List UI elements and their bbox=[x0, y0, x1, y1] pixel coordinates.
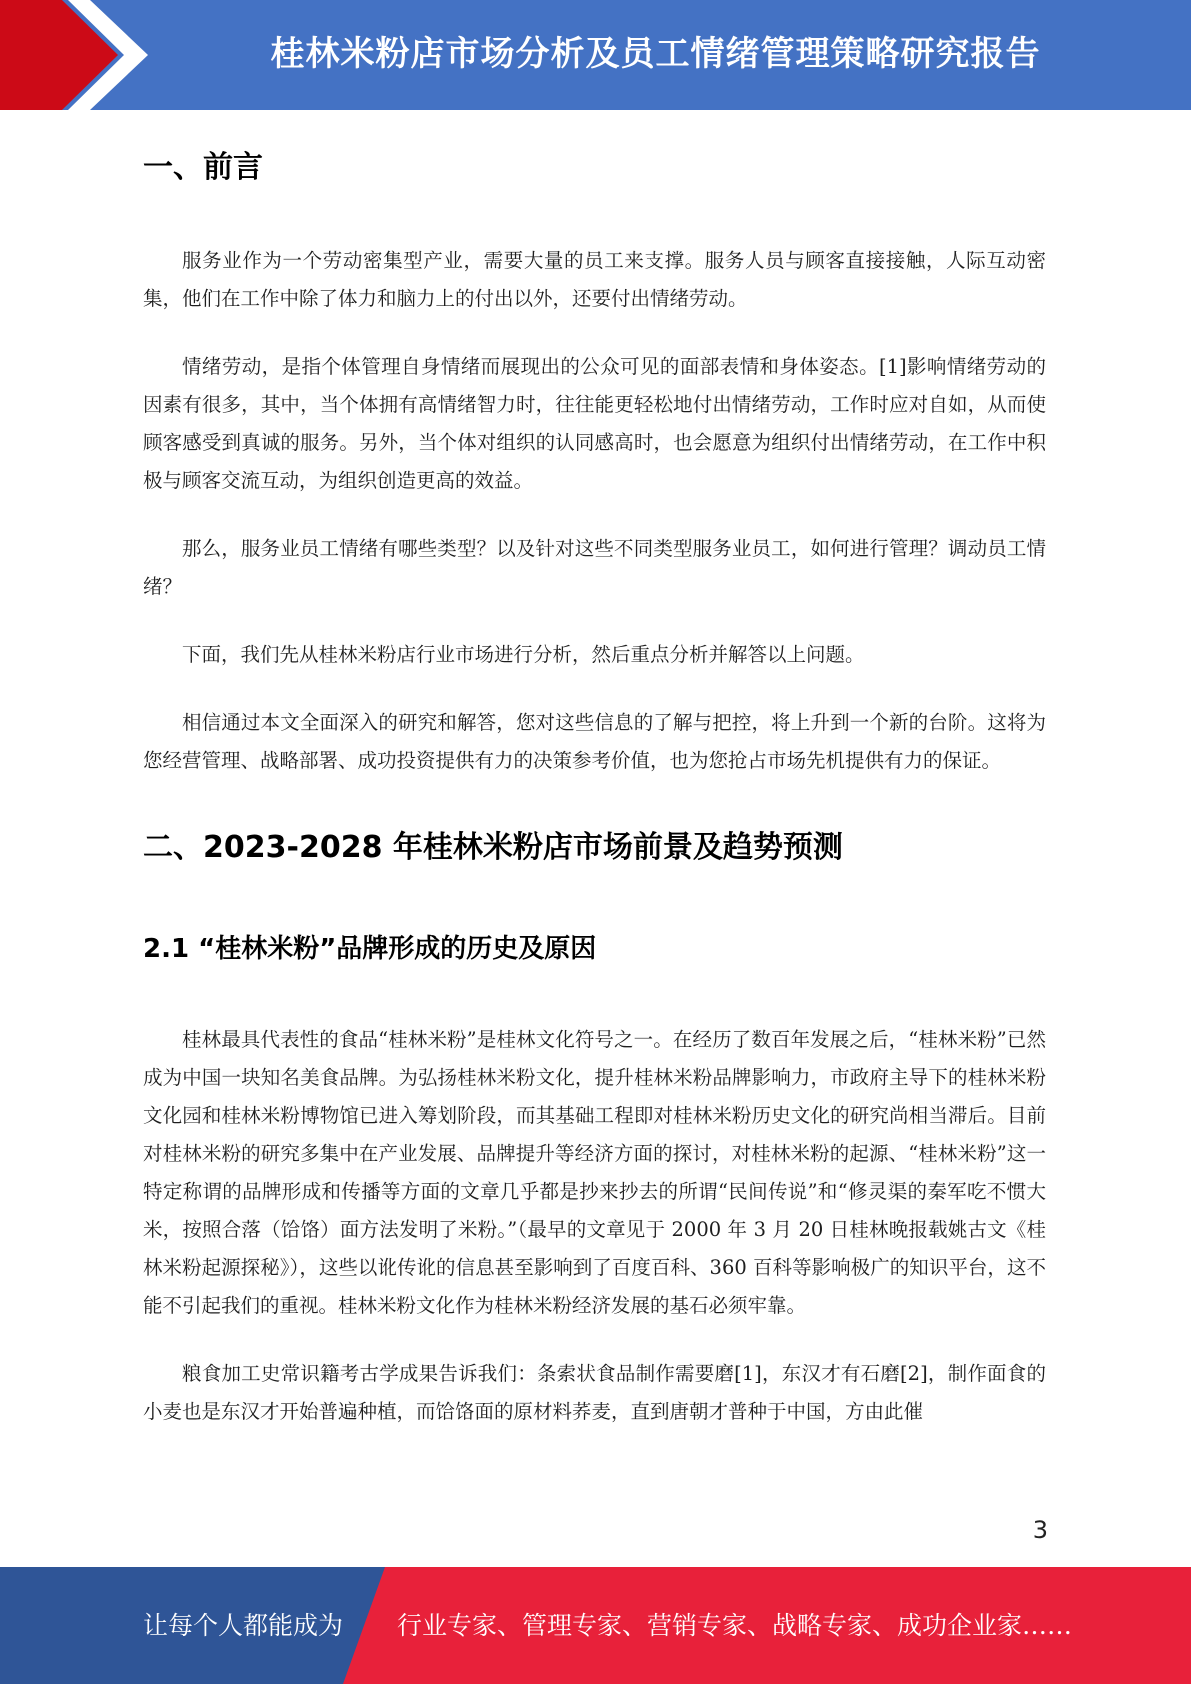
paragraph: 情绪劳动，是指个体管理自身情绪而展现出的公众可见的面部表情和身体姿态。[1]影响情绪劳动的因素有很多，其中，当个体拥有高情绪智力时，往往能更轻松地付出情绪劳动，工作时应对自如，从而使顾客感受到真诚的服务。另外，当个体对组织的认同感高时，也会愿意为组织付出情绪劳动，在工作中积极与顾客交流互动，为组织创造更高的效益。 bbox=[143, 355, 1046, 492]
paragraph: 下面，我们先从桂林米粉店行业市场进行分析，然后重点分析并解答以上问题。 bbox=[182, 643, 865, 666]
footer-slogan-right: 行业专家、管理专家、营销专家、战略专家、成功企业家…… bbox=[397, 1611, 1073, 1640]
document-body bbox=[143, 130, 1046, 1431]
subsection-heading-brand-history: 2.1 “桂林米粉”品牌形成的历史及原因 bbox=[143, 934, 597, 964]
paragraph: 那么，服务业员工情绪有哪些类型？以及针对这些不同类型服务业员工，如何进行管理？调动员工情绪？ bbox=[143, 537, 1046, 598]
page-number: 3 bbox=[1032, 1516, 1048, 1544]
footer-banner bbox=[0, 1567, 1191, 1684]
paragraph: 粮食加工史常识籍考古学成果告诉我们：条索状食品制作需要磨[1]，东汉才有石磨[2]，制作面食的小麦也是东汉才开始普遍种植，而饸饹面的原材料荞麦，直到唐朝才普种于中国，方由此催 bbox=[143, 1362, 1046, 1423]
section-heading-market-forecast: 二、2023-2028 年桂林米粉店市场前景及趋势预测 bbox=[143, 830, 843, 865]
header-red-arrow-decoration bbox=[0, 0, 160, 110]
section-heading-preface: 一、前言 bbox=[143, 150, 263, 185]
header-bar bbox=[0, 0, 1191, 110]
paragraph: 桂林最具代表性的食品“桂林米粉”是桂林文化符号之一。在经历了数百年发展之后，“桂林米粉”已然成为中国一块知名美食品牌。为弘扬桂林米粉文化，提升桂林米粉品牌影响力，市政府主导下的桂林米粉文化园和桂林米粉博物馆已进入筹划阶段，而其基础工程即对桂林米粉历史文化的研究尚相当滞后。目前对桂林米粉的研究多集中在产业发展、品牌提升等经济方面的探讨，对桂林米粉的起源、“桂林米粉”这一特定称谓的品牌形成和传播等方面的文章几乎都是抄来抄去的所谓“民间传说”和“修灵渠的秦军吃不惯大米，按照合落（饸饹）面方法发明了米粉。”（最早的文章见于 2000 年 3 月 20 日桂林晚报载姚古文《桂林米粉起源探秘》），这些以讹传讹的信息甚至影响到了百度百科、360 百科等影响极广的知识平台，这不能不引起我们的重视。桂林米粉文化作为桂林米粉经济发展的基石必须牢靠。 bbox=[143, 1028, 1046, 1317]
footer-slogan-left: 让每个人都能成为 bbox=[143, 1611, 344, 1640]
paragraph: 服务业作为一个劳动密集型产业，需要大量的员工来支撑。服务人员与顾客直接接触，人际互动密集，他们在工作中除了体力和脑力上的付出以外，还要付出情绪劳动。 bbox=[143, 249, 1046, 310]
report-title: 桂林米粉店市场分析及员工情绪管理策略研究报告 bbox=[270, 34, 1041, 74]
paragraph: 相信通过本文全面深入的研究和解答，您对这些信息的了解与把控，将上升到一个新的台阶。这将为您经营管理、战略部署、成功投资提供有力的决策参考价值，也为您抢占市场先机提供有力的保证。 bbox=[143, 711, 1046, 772]
